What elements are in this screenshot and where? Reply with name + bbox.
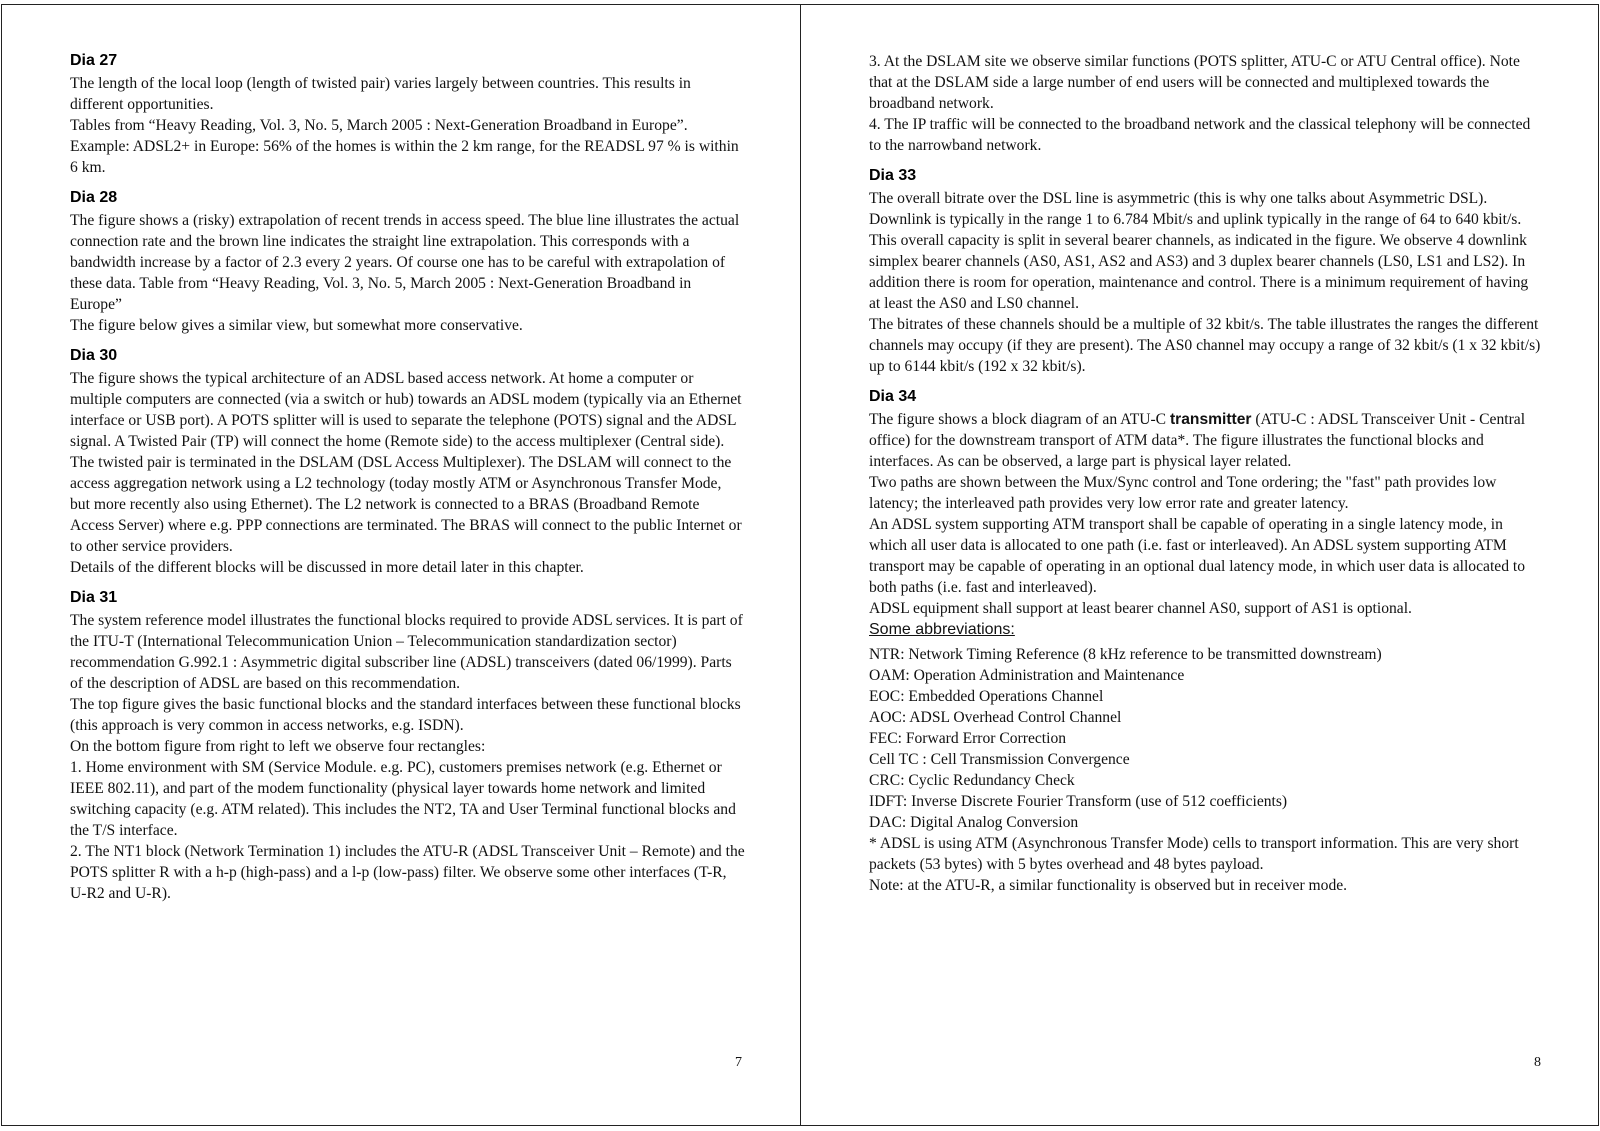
paragraph: On the bottom figure from right to left we observe four rectangles: [70, 738, 486, 755]
page-number: 7 [735, 1055, 742, 1070]
left-page-content [70, 51, 745, 914]
abbreviation-item: AOC: ADSL Overhead Control Channel [869, 709, 1122, 726]
footnote: * ADSL is using ATM (Asynchronous Transfer Mode) cells to transport information. This are very short packets (53 bytes) with 5 bytes overhead and 48 bytes payload. [869, 835, 1519, 873]
paragraph: Details of the different blocks will be discussed in more detail later in this chapter. [70, 559, 584, 576]
abbreviation-item: CRC: Cyclic Redundancy Check [869, 772, 1075, 789]
section-heading: Dia 34 [869, 388, 917, 405]
left-page [1, 4, 801, 1126]
paragraph: ADSL equipment shall support at least bearer channel AS0, support of AS1 is optional. [869, 600, 1412, 617]
paragraph: The figure shows the typical architecture of an ADSL based access network. At home a computer or multiple computers are connected (via a switch or hub) towards an ADSL modem (typically via an Ethernet interface or USB port). A POTS splitter will is used to separate the telephone (POTS) signal and the ADSL signal. A Twisted Pair (TP) will connect the home (Remote side) to the access multiplexer (Central side). The twisted pair is terminated in the DSLAM (DSL Access Multiplexer). The DSLAM will connect to the access aggregation network using a L2 technology (today mostly ATM or Asynchronous Transfer Mode, but more recently also using Ethernet). The L2 network is connected to a BRAS (Broadband Remote Access Server) where e.g. PPP connections are terminated. The BRAS will connect to the public Internet or to other service providers. [70, 370, 742, 555]
intro-text: The figure shows a block diagram of an ATU-C [869, 411, 1170, 428]
right-page [800, 4, 1599, 1126]
paragraph: Two paths are shown between the Mux/Sync control and Tone ordering; the "fast" path provides low latency; the interleaved path provides very low error rate and greater latency. [869, 474, 1497, 512]
abbreviation-item: IDFT: Inverse Discrete Fourier Transform (use of 512 coefficients) [869, 793, 1288, 810]
paragraph: The length of the local loop (length of twisted pair) varies largely between countries. This results in different opportunities. [70, 75, 691, 113]
section-dia-27 [70, 51, 745, 178]
section-heading: Dia 30 [70, 347, 118, 364]
section-heading: Dia 27 [70, 52, 118, 69]
section-dia-31-continued [869, 51, 1541, 156]
paragraph: 3. At the DSLAM site we observe similar functions (POTS splitter, ATU-C or ATU Central office). Note that at the DSLAM side a large number of end users will be connected and multiplexed towards the broadband network. [869, 53, 1520, 112]
abbreviation-item: NTR: Network Timing Reference (8 kHz reference to be transmitted downstream) [869, 646, 1382, 663]
paragraph: Example: ADSL2+ in Europe: 56% of the homes is within the 2 km range, for the READSL 97 % is within 6 km. [70, 138, 739, 176]
paragraph: 4. The IP traffic will be connected to the broadband network and the classical telephony will be connected to the narrowband network. [869, 116, 1531, 154]
section-heading: Dia 28 [70, 189, 118, 206]
abbreviation-item: EOC: Embedded Operations Channel [869, 688, 1104, 705]
section-heading: Dia 33 [869, 167, 917, 184]
abbreviations-heading: Some abbreviations: [869, 621, 1015, 638]
page-number: 8 [1534, 1055, 1541, 1070]
paragraph: Tables from “Heavy Reading, Vol. 3, No. 5, March 2005 : Next-Generation Broadband in Europe”. [70, 117, 688, 134]
abbreviation-item: Cell TC : Cell Transmission Convergence [869, 751, 1130, 768]
section-dia-34 [869, 387, 1541, 896]
paragraph: An ADSL system supporting ATM transport shall be capable of operating in a single latency mode, in which all user data is allocated to one path (i.e. fast or interleaved). An ADSL system supporting ATM transport may be capable of operating in an optional dual latency mode, in which user data is allocated to both paths (i.e. fast and interleaved). [869, 516, 1526, 596]
abbreviation-item: DAC: Digital Analog Conversion [869, 814, 1079, 831]
note: Note: at the ATU-R, a similar functionality is observed but in receiver mode. [869, 877, 1348, 894]
intro-bold-word: transmitter [1169, 411, 1252, 428]
right-page-content [869, 51, 1541, 906]
paragraph: 2. The NT1 block (Network Termination 1) includes the ATU-R (ADSL Transceiver Unit – Remote) and the POTS splitter R with a h-p (high-pass) and a l-p (low-pass) filter. We observe some other interfaces (T-R, U-R2 and U-R). [70, 843, 745, 902]
abbreviation-item: OAM: Operation Administration and Maintenance [869, 667, 1185, 684]
paragraph: 1. Home environment with SM (Service Module. e.g. PC), customers premises network (e.g. Ethernet or IEEE 802.11), and part of the modem functionality (physical layer towards home network and limited switching capacity (e.g. ATM related). This includes the NT2, TA and User Terminal functional blocks and the T/S interface. [70, 759, 736, 839]
section-heading: Dia 31 [70, 589, 118, 606]
paragraph-intro [869, 409, 1541, 472]
section-dia-28 [70, 188, 745, 336]
paragraph: The top figure gives the basic functional blocks and the standard interfaces between these functional blocks (this approach is very common in access networks, e.g. ISDN). [70, 696, 741, 734]
paragraph: The figure below gives a similar view, but somewhat more conservative. [70, 317, 523, 334]
intro-text-continued: (ATU-C : ADSL Transceiver Unit - Central office) for the downstream transport of ATM data*. The figure illustrates the functional blocks and interfaces. As can be observed, a large part is physical layer related. [869, 411, 1526, 470]
paragraph: The system reference model illustrates the functional blocks required to provide ADSL services. It is part of the ITU-T (International Telecommunication Union – Telecommunication standardization sector) recommendation G.992.1 : Asymmetric digital subscriber line (ADSL) transceivers (dated 06/1999). Parts of the description of ADSL are based on this recommendation. [70, 612, 743, 692]
abbreviation-item: FEC: Forward Error Correction [869, 730, 1067, 747]
paragraph: The overall bitrate over the DSL line is asymmetric (this is why one talks about Asymmetric DSL). Downlink is typically in the range 1 to 6.784 Mbit/s and uplink typically in the range of 64 to 640 kbit/s. This overall capacity is split in several bearer channels, as indicated in the figure. We observe 4 downlink simplex bearer channels (AS0, AS1, AS2 and AS3) and 3 duplex bearer channels (LS0, LS1 and LS2). In addition there is room for operation, maintenance and control. There is a minimum requirement of having at least the AS0 and LS0 channel. [869, 190, 1529, 312]
paragraph: The bitrates of these channels should be a multiple of 32 kbit/s. The table illustrates the ranges the different channels may occupy (if they are present). The AS0 channel may occupy a range of 32 kbit/s (1 x 32 kbit/s) up to 6144 kbit/s (192 x 32 kbit/s). [869, 316, 1541, 375]
section-dia-33 [869, 166, 1541, 377]
section-dia-31 [70, 588, 745, 904]
section-dia-30 [70, 346, 745, 578]
paragraph: The figure shows a (risky) extrapolation of recent trends in access speed. The blue line illustrates the actual connection rate and the brown line indicates the straight line extrapolation. This corresponds with a bandwidth increase by a factor of 2.3 every 2 years. Of course one has to be careful with extrapolation of these data. Table from “Heavy Reading, Vol. 3, No. 5, March 2005 : Next-Generation Broadband in Europe” [70, 212, 740, 313]
